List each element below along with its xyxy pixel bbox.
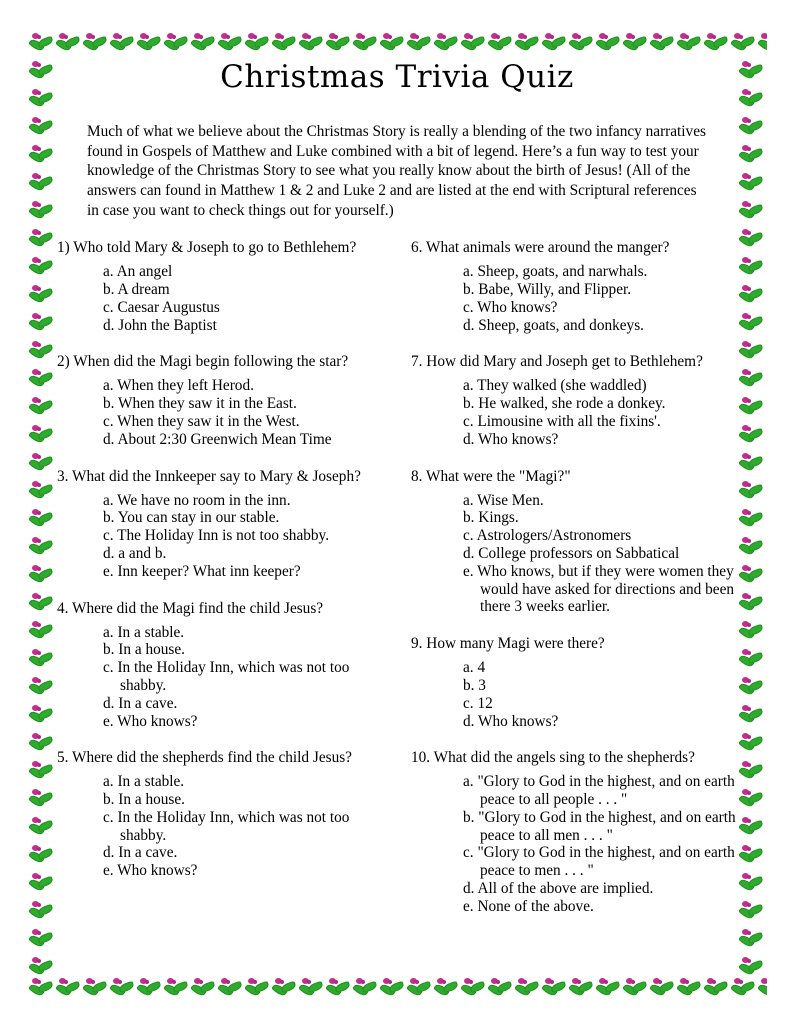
- holly-icon: [54, 975, 81, 1004]
- holly-icon: [737, 366, 767, 394]
- holly-icon: [737, 198, 767, 226]
- question-text: 5. Where did the shepherds find the child Jesus?: [57, 749, 352, 767]
- holly-icon: [27, 282, 57, 310]
- question-block: [57, 467, 387, 595]
- holly-icon: [297, 975, 324, 1004]
- question-block: [57, 352, 387, 462]
- holly-icon: [432, 975, 459, 1004]
- holly-icon: [270, 975, 297, 1004]
- holly-icon: [737, 114, 767, 142]
- option-item[interactable]: b. A dream: [103, 280, 170, 298]
- block-spacer: [411, 449, 737, 463]
- option-item[interactable]: c. The Holiday Inn is not too shabby.: [103, 527, 330, 545]
- holly-icon: [737, 618, 767, 646]
- holly-icon: [648, 975, 675, 1004]
- question-text: 4. Where did the Magi find the child Jesus?: [57, 599, 324, 617]
- option-item[interactable]: e. Who knows?: [103, 712, 198, 730]
- holly-icon: [27, 422, 57, 450]
- holly-icon: [27, 758, 57, 786]
- holly-icon: [81, 975, 108, 1004]
- option-item[interactable]: b. He walked, she rode a donkey.: [463, 395, 666, 413]
- holly-icon: [27, 198, 57, 226]
- option-item[interactable]: c. "Glory to God in the highest, and on earth peace to men . . . ": [463, 844, 735, 880]
- holly-icon: [27, 702, 57, 730]
- option-item[interactable]: b. You can stay in our stable.: [103, 509, 280, 527]
- option-list: [57, 492, 387, 581]
- option-item[interactable]: d. Who knows?: [463, 712, 559, 730]
- option-item[interactable]: b. In a house.: [103, 641, 185, 659]
- holly-icon: [27, 674, 57, 702]
- holly-icon: [737, 478, 767, 506]
- holly-icon: [162, 975, 189, 1004]
- question-text: 2) When did the Magi begin following the star?: [57, 353, 349, 371]
- holly-icon: [27, 394, 57, 422]
- question-block: [57, 238, 387, 348]
- holly-icon: [27, 954, 57, 980]
- holly-icon: [737, 58, 767, 86]
- holly-border-bottom: [27, 975, 767, 1005]
- holly-icon: [324, 975, 351, 1004]
- option-item[interactable]: a. "Glory to God in the highest, and on earth peace to all people . . . ": [463, 773, 735, 809]
- holly-icon: [621, 975, 648, 1004]
- holly-icon: [27, 338, 57, 366]
- holly-icon: [737, 506, 767, 534]
- option-item[interactable]: c. 12: [463, 694, 493, 712]
- holly-icon: [27, 478, 57, 506]
- block-spacer: [57, 581, 387, 595]
- holly-icon: [737, 842, 767, 870]
- holly-icon: [27, 142, 57, 170]
- holly-icon: [567, 975, 594, 1004]
- holly-icon: [513, 975, 540, 1004]
- option-item[interactable]: c. In the Holiday Inn, which was not too shabby.: [103, 808, 350, 844]
- block-spacer: [411, 616, 737, 630]
- holly-icon: [27, 170, 57, 198]
- holly-icon: [27, 86, 57, 114]
- holly-icon: [378, 975, 405, 1004]
- holly-icon: [737, 450, 767, 478]
- option-item[interactable]: d. Sheep, goats, and donkeys.: [463, 316, 644, 334]
- holly-icon: [27, 114, 57, 142]
- holly-icon: [27, 310, 57, 338]
- holly-icon: [737, 898, 767, 926]
- holly-icon: [189, 975, 216, 1004]
- holly-icon: [737, 338, 767, 366]
- holly-icon: [27, 506, 57, 534]
- holly-icon: [737, 674, 767, 702]
- holly-icon: [737, 758, 767, 786]
- holly-icon: [27, 226, 57, 254]
- block-spacer: [411, 916, 737, 930]
- holly-icon: [135, 975, 162, 1004]
- option-item[interactable]: e. Who knows, but if they were women they would have asked for directions and been there 3 weeks earlier.: [463, 562, 735, 616]
- block-spacer: [57, 730, 387, 744]
- holly-icon: [737, 86, 767, 114]
- option-item[interactable]: c. Who knows?: [463, 298, 558, 316]
- holly-icon: [27, 590, 57, 618]
- holly-icon: [27, 730, 57, 758]
- holly-icon: [737, 702, 767, 730]
- option-item[interactable]: b. 3: [463, 676, 486, 694]
- holly-icon: [737, 814, 767, 842]
- holly-icon: [243, 975, 270, 1004]
- holly-icon: [27, 618, 57, 646]
- holly-icon: [737, 170, 767, 198]
- option-list: [57, 377, 387, 448]
- holly-icon: [737, 422, 767, 450]
- question-text: 3. What did the Innkeeper say to Mary & Joseph?: [57, 467, 361, 485]
- option-list: [411, 492, 737, 617]
- holly-icon: [729, 975, 756, 1004]
- option-item[interactable]: e. Inn keeper? What inn keeper?: [103, 562, 301, 580]
- question-block: [411, 634, 737, 744]
- option-item[interactable]: b. Kings.: [463, 509, 519, 527]
- holly-icon: [459, 975, 486, 1004]
- holly-icon: [27, 450, 57, 478]
- holly-icon: [351, 975, 378, 1004]
- option-item[interactable]: d. In a cave.: [103, 844, 178, 862]
- holly-icon: [27, 898, 57, 926]
- question-text: 8. What were the "Magi?": [411, 467, 571, 485]
- option-item[interactable]: a. We have no room in the inn.: [103, 491, 291, 509]
- holly-icon: [27, 926, 57, 954]
- holly-icon: [737, 954, 767, 980]
- holly-icon: [27, 254, 57, 282]
- holly-icon: [27, 814, 57, 842]
- option-item[interactable]: b. "Glory to God in the highest, and on earth peace to all men . . . ": [463, 808, 736, 844]
- holly-icon: [405, 975, 432, 1004]
- holly-icon: [756, 30, 767, 59]
- option-list: [411, 377, 737, 448]
- holly-icon: [27, 534, 57, 562]
- holly-icon: [27, 786, 57, 814]
- holly-icon: [737, 926, 767, 954]
- block-spacer: [411, 334, 737, 348]
- holly-icon: [737, 730, 767, 758]
- option-list: [57, 624, 387, 731]
- option-item[interactable]: a. When they left Herod.: [103, 377, 254, 395]
- holly-icon: [27, 366, 57, 394]
- block-spacer: [411, 730, 737, 744]
- question-block: [411, 352, 737, 462]
- option-item[interactable]: a. They walked (she waddled): [463, 377, 647, 395]
- block-spacer: [57, 334, 387, 348]
- intro-paragraph: Much of what we believe about the Christmas Story is really a blending of the two infancy narratives found in Gospels of Matthew and Luke combined with a bit of legend. Here’s a fun way to test your knowledge of the Christmas Story to see what you really know about the birth of Jesus! (All of the answers can found in Matthew 1 & 2 and Luke 2 and are listed at the end with Scriptural references in case you want to check things out for yourself.): [87, 123, 706, 219]
- block-spacer: [57, 880, 387, 894]
- option-item[interactable]: d. In a cave.: [103, 694, 178, 712]
- question-text: 9. How many Magi were there?: [411, 635, 605, 653]
- holly-icon: [737, 870, 767, 898]
- question-text: 6. What animals were around the manger?: [411, 239, 670, 257]
- holly-icon: [27, 646, 57, 674]
- holly-icon: [216, 975, 243, 1004]
- holly-icon: [737, 646, 767, 674]
- block-spacer: [57, 449, 387, 463]
- holly-icon: [486, 975, 513, 1004]
- holly-icon: [675, 975, 702, 1004]
- option-item[interactable]: a. Wise Men.: [463, 491, 544, 509]
- holly-icon: [737, 394, 767, 422]
- holly-icon: [594, 975, 621, 1004]
- option-item[interactable]: d. John the Baptist: [103, 316, 217, 334]
- question-block: [411, 467, 737, 631]
- option-item[interactable]: d. All of the above are implied.: [463, 880, 654, 898]
- page-title: Christmas Trivia Quiz: [220, 59, 574, 95]
- quiz-content: [57, 55, 737, 970]
- option-item[interactable]: a. In a stable.: [103, 623, 185, 641]
- option-item[interactable]: a. 4: [463, 659, 486, 677]
- questions-column-right: [397, 238, 737, 934]
- option-item[interactable]: a. In a stable.: [103, 773, 185, 791]
- holly-icon: [737, 786, 767, 814]
- option-item[interactable]: a. Sheep, goats, and narwhals.: [463, 263, 648, 281]
- holly-icon: [27, 870, 57, 898]
- question-block: [57, 748, 387, 894]
- holly-icon: [540, 975, 567, 1004]
- question-block: [411, 238, 737, 348]
- option-item[interactable]: b. Babe, Willy, and Flipper.: [463, 280, 632, 298]
- holly-icon: [737, 310, 767, 338]
- question-text: 10. What did the angels sing to the shepherds?: [411, 749, 695, 767]
- option-list: [411, 773, 737, 915]
- holly-icon: [737, 226, 767, 254]
- holly-border-left: [27, 58, 57, 980]
- holly-icon: [27, 975, 54, 1004]
- question-block: [57, 599, 387, 745]
- holly-icon: [27, 842, 57, 870]
- question-block: [411, 748, 737, 929]
- question-text: 7. How did Mary and Joseph get to Bethlehem?: [411, 353, 703, 371]
- option-list: [411, 659, 737, 730]
- holly-icon: [737, 254, 767, 282]
- option-item[interactable]: d. Who knows?: [463, 430, 559, 448]
- option-item[interactable]: c. Astrologers/Astronomers: [463, 527, 632, 545]
- option-item[interactable]: a. An angel: [103, 263, 173, 281]
- holly-icon: [27, 58, 57, 86]
- option-list: [411, 263, 737, 334]
- holly-icon: [737, 590, 767, 618]
- questions-column-left: [57, 238, 397, 934]
- holly-icon: [27, 562, 57, 590]
- option-item[interactable]: c. When they saw it in the West.: [103, 412, 300, 430]
- option-item[interactable]: d. College professors on Sabbatical: [463, 544, 680, 562]
- question-text: 1) Who told Mary & Joseph to go to Bethlehem?: [57, 239, 357, 257]
- option-item[interactable]: e. None of the above.: [463, 897, 594, 915]
- holly-icon: [737, 562, 767, 590]
- option-item[interactable]: c. Caesar Augustus: [103, 298, 220, 316]
- holly-icon: [108, 975, 135, 1004]
- option-item[interactable]: d. a and b.: [103, 544, 167, 562]
- option-list: [57, 773, 387, 880]
- option-item[interactable]: d. About 2:30 Greenwich Mean Time: [103, 430, 332, 448]
- holly-icon: [702, 975, 729, 1004]
- option-item[interactable]: c. Limousine with all the fixins'.: [463, 412, 661, 430]
- holly-icon: [737, 534, 767, 562]
- option-item[interactable]: b. In a house.: [103, 791, 185, 809]
- option-item[interactable]: b. When they saw it in the East.: [103, 395, 297, 413]
- holly-icon: [737, 282, 767, 310]
- option-item[interactable]: c. In the Holiday Inn, which was not too shabby.: [103, 659, 350, 694]
- option-item[interactable]: e. Who knows?: [103, 862, 198, 880]
- holly-border-right: [737, 58, 767, 980]
- holly-icon: [737, 142, 767, 170]
- holly-icon: [27, 30, 54, 59]
- holly-icon: [756, 975, 767, 1004]
- questions-columns: [57, 238, 737, 934]
- option-list: [57, 263, 387, 334]
